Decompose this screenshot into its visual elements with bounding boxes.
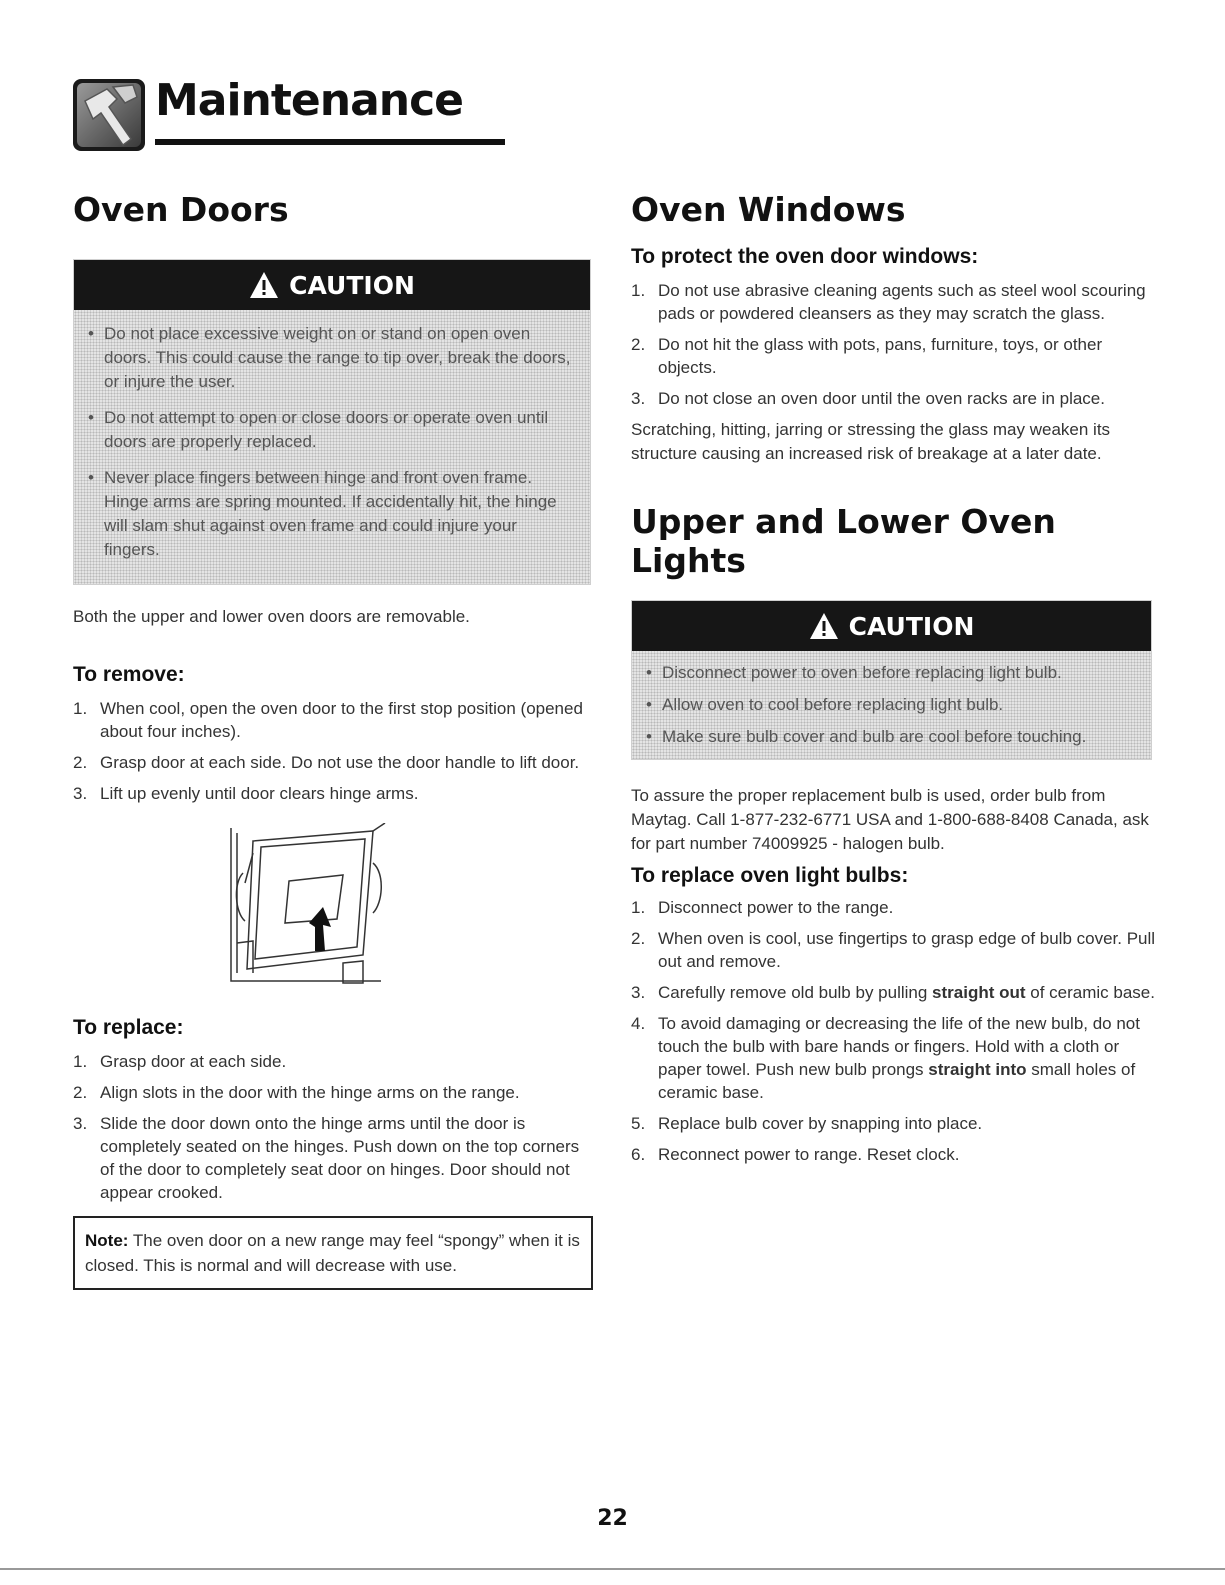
caution-list (74, 310, 590, 584)
remove-step: 3. Lift up evenly until door clears hinge arms. (73, 784, 419, 803)
bulb-step: 5. Replace bulb cover by snapping into place. (631, 1114, 983, 1133)
oven-lights-title: Upper and Lower Oven Lights (631, 502, 1056, 580)
windows-subtitle: To protect the oven door windows: (631, 245, 979, 268)
oven-lights-caution-box (631, 600, 1152, 760)
caution-item: • Never place fingers between hinge and front oven frame. Hinge arms are spring mounted. If accidentally hit, the hinge will slam shut against oven frame and could injure your fingers. (88, 468, 557, 559)
remove-title: To remove: (73, 663, 185, 686)
oven-doors-caution-box (73, 259, 591, 585)
caution-item: • Disconnect power to oven before replacing light bulb. (646, 663, 1062, 682)
caution-header (632, 601, 1151, 651)
oven-door-illustration (223, 823, 393, 988)
windows-step: 1. Do not use abrasive cleaning agents such as steel wool scouring pads or powdered cleansers as they may scratch the glass. (631, 281, 1146, 323)
windows-steps (631, 279, 1156, 410)
oven-doors-title: Oven Doors (73, 190, 289, 229)
remove-step: 2. Grasp door at each side. Do not use the door handle to lift door. (73, 753, 580, 772)
replace-step: 1. Grasp door at each side. (73, 1052, 287, 1071)
caution-item: • Make sure bulb cover and bulb are cool before touching. (646, 727, 1087, 746)
right-column (631, 190, 1156, 1174)
caution-header (74, 260, 590, 310)
windows-step: 2. Do not hit the glass with pots, pans, furniture, toys, or other objects. (631, 335, 1103, 377)
windows-closing: Scratching, hitting, jarring or stressing the glass may weaken its structure causing an increased risk of breakage at a later date. (631, 420, 1111, 463)
replace-step: 3. Slide the door down onto the hinge arms until the door is completely seated on the hinges. Push down on the top corners of the door to completely seat door on hinges. Door should not appear crooked. (73, 1114, 580, 1202)
doors-intro: Both the upper and lower oven doors are removable. (73, 607, 470, 626)
wrench-hammer-icon (73, 79, 145, 151)
bulb-step: 1. Disconnect power to the range. (631, 898, 894, 917)
replace-steps (73, 1050, 595, 1204)
oven-doors-section (73, 190, 595, 1290)
caution-item: • Do not place excessive weight on or stand on open oven doors. This could cause the range to tip over, break the doors, or injure the user. (88, 324, 571, 391)
caution-label: CAUTION (848, 611, 975, 641)
page-header (73, 75, 464, 155)
note-box (73, 1216, 593, 1290)
caution-label: CAUTION (289, 270, 415, 300)
warning-icon (809, 612, 839, 640)
replace-step: 2. Align slots in the door with the hinge arms on the range. (73, 1083, 520, 1102)
note-label: Note: (85, 1231, 129, 1250)
oven-windows-title: Oven Windows (631, 190, 906, 229)
caution-list (632, 651, 1151, 759)
note-text: The oven door on a new range may feel “spongy” when it is closed. This is normal and will decrease with use. (85, 1231, 580, 1275)
bulb-step: 2. When oven is cool, use fingertips to grasp edge of bulb cover. Pull out and remove. (631, 929, 1156, 971)
bulb-step: 6. Reconnect power to range. Reset clock. (631, 1145, 960, 1164)
caution-item: • Do not attempt to open or close doors or operate oven until doors are properly replaced. (88, 408, 549, 451)
page-number: 22 (597, 1506, 628, 1531)
bulb-step: 4. To avoid damaging or decreasing the life of the new bulb, do not touch the bulb with bare hands or fingers. Hold with a cloth or paper towel. Push new bulb prongs straight into small holes of ceramic base. (631, 1014, 1140, 1102)
replace-bulbs-title: To replace oven light bulbs: (631, 864, 909, 887)
remove-steps (73, 697, 595, 805)
replace-title: To replace: (73, 1016, 184, 1039)
replace-bulbs-steps (631, 896, 1156, 1166)
title-underline (155, 139, 505, 145)
caution-item: • Allow oven to cool before replacing light bulb. (646, 695, 1004, 714)
bottom-rule (0, 1568, 1225, 1570)
bulb-step: 3. Carefully remove old bulb by pulling straight out of ceramic base. (631, 983, 1155, 1002)
warning-icon (249, 271, 279, 299)
lights-intro: To assure the proper replacement bulb is used, order bulb from Maytag. Call 1-877-232-6771 USA and 1-800-688-8408 Canada, ask for part number 74009925 - halogen bulb. (631, 786, 1149, 853)
windows-step: 3. Do not close an oven door until the oven racks are in place. (631, 389, 1105, 408)
remove-step: 1. When cool, open the oven door to the first stop position (opened about four inches). (73, 699, 583, 741)
page-title: Maintenance (155, 75, 464, 126)
